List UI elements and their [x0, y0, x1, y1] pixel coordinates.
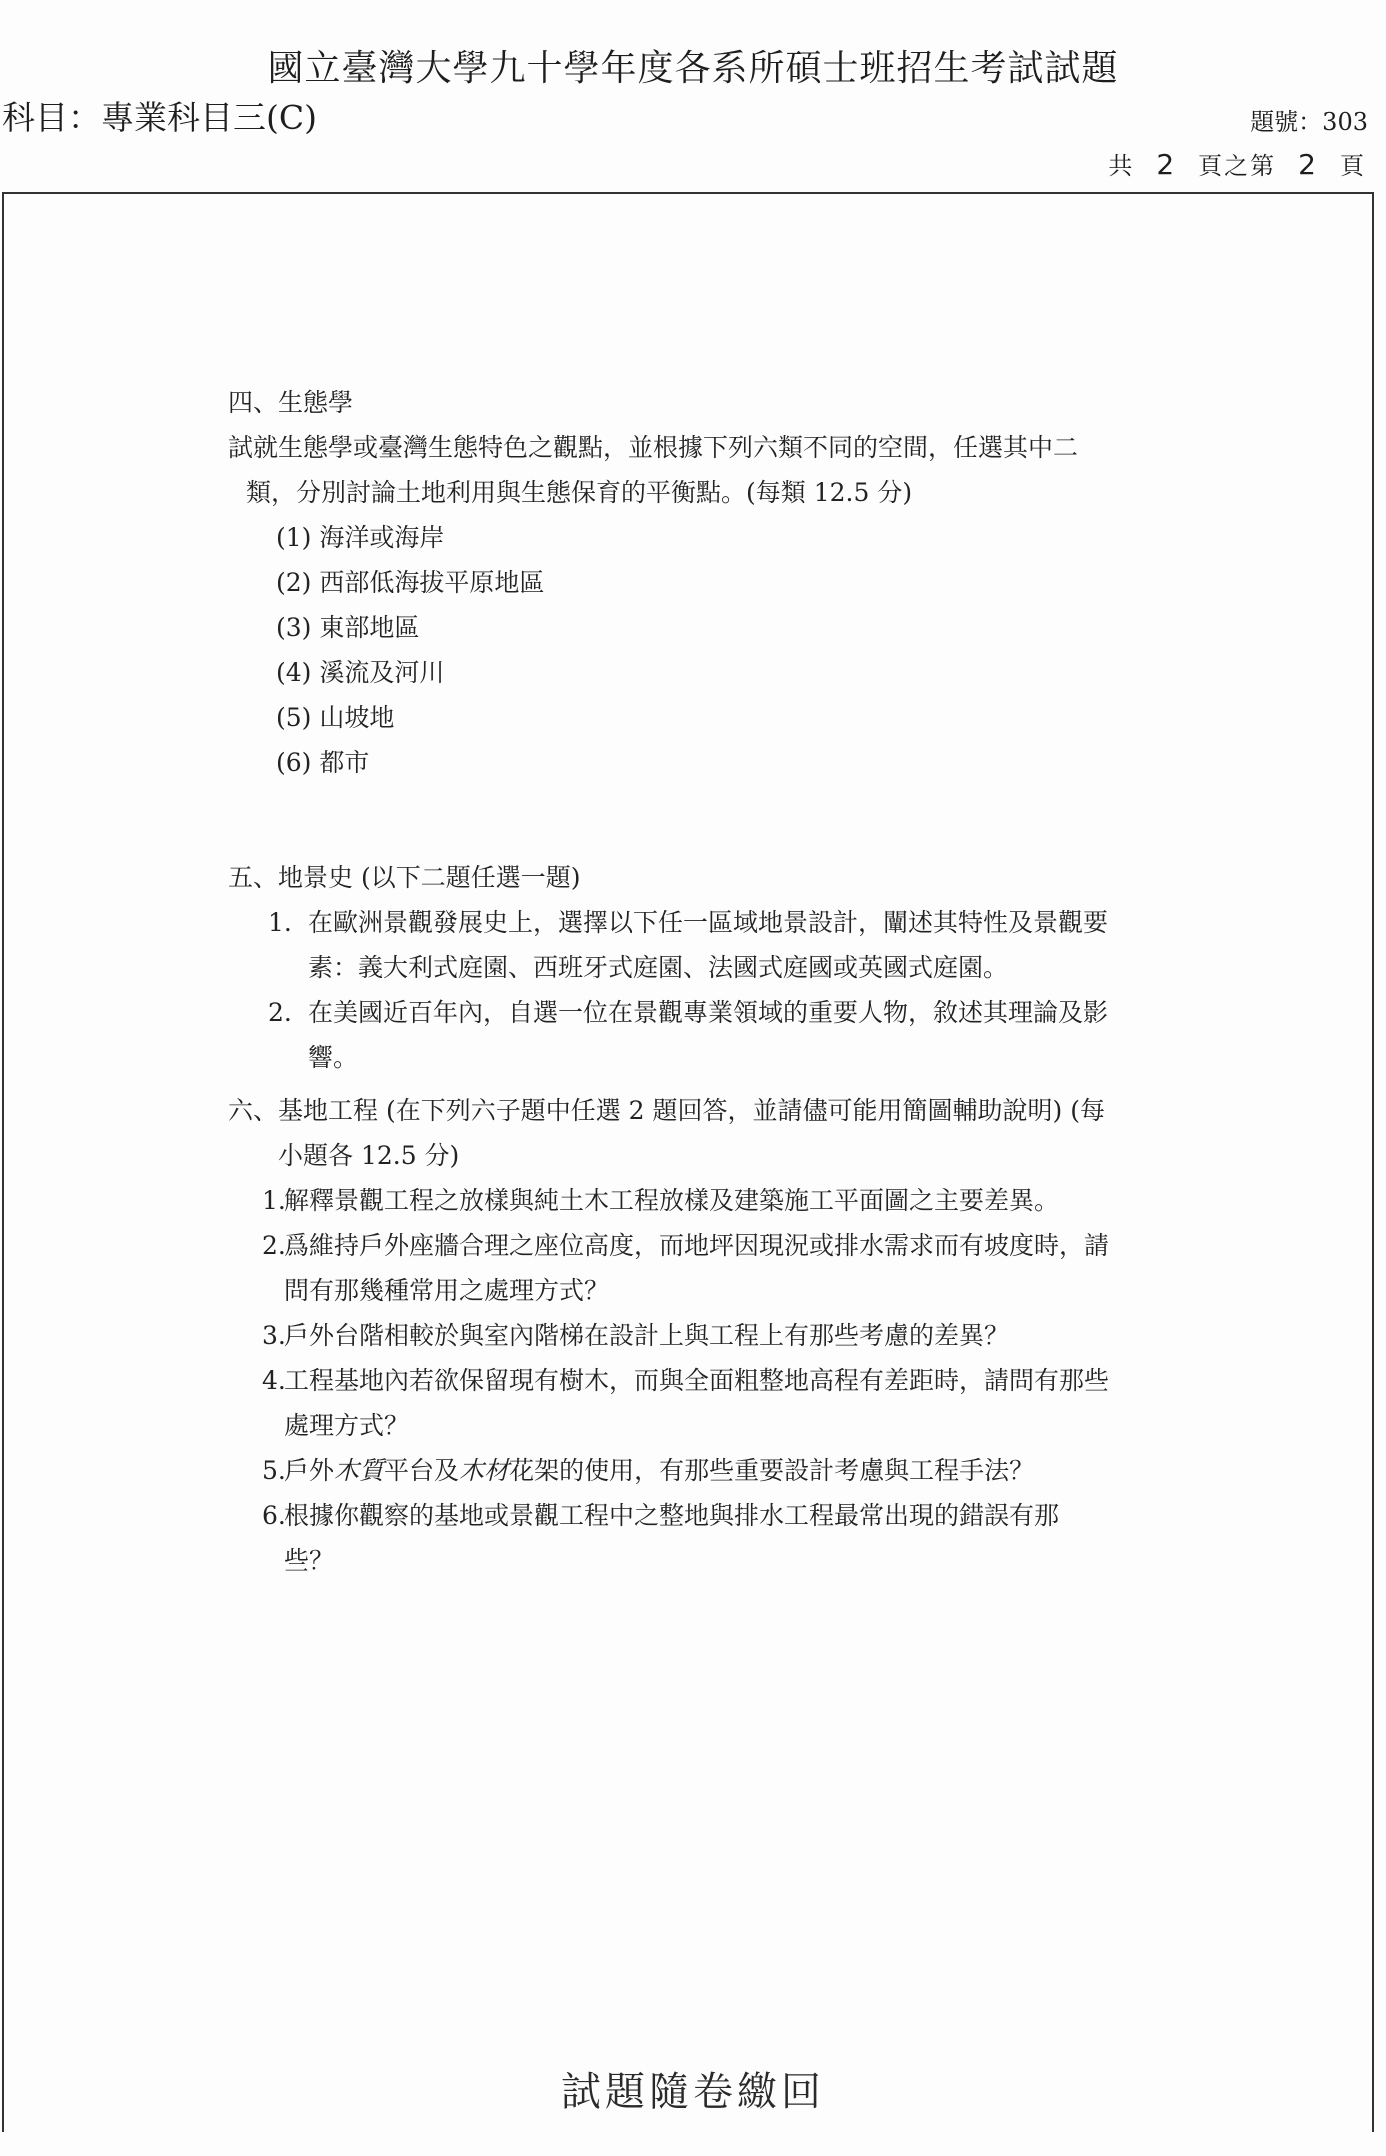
item-line2: 素：義大利式庭園、西班牙式庭園、法國式庭國或英國式庭園。	[308, 953, 1009, 982]
section-6-item	[228, 1313, 1168, 1358]
section-6-item	[228, 1448, 1168, 1493]
item-line1: 工程基地內若欲保留現有樹木，而與全面粗整地高程有差距時，請問有那些	[284, 1366, 1110, 1395]
page-current: 2	[1298, 148, 1318, 181]
item-line2: 響。	[308, 1043, 359, 1072]
section-6-title	[228, 1088, 1168, 1178]
item-number: 3.	[262, 1321, 286, 1350]
item5-part-c: 平台及	[384, 1456, 460, 1485]
section-5-item	[228, 900, 1168, 990]
item5-part-b: 木質	[334, 1456, 385, 1485]
item-line1: 戶外台階相較於與室內階梯在設計上與工程上有那些考慮的差異？	[284, 1321, 1010, 1350]
section-4-prompt	[228, 425, 1168, 515]
section-6-item	[228, 1358, 1168, 1448]
section-5-item	[228, 990, 1168, 1080]
exam-title: 國立臺灣大學九十學年度各系所碩士班招生考試試題	[267, 48, 1119, 89]
page-total: 2	[1156, 148, 1177, 181]
question-number: 題號：303	[1250, 108, 1368, 136]
section-6-title-line1: 六、基地工程 (在下列六子題中任選 2 題回答，並請儘可能用簡圖輔助說明) (每	[228, 1096, 1105, 1125]
page-mid: 頁之第	[1198, 152, 1277, 180]
item-line2: 問有那幾種常用之處理方式？	[284, 1276, 610, 1305]
item5-part-a: 戶外	[284, 1456, 335, 1485]
item-line1: 爲維持戶外座牆合理之座位高度，而地坪因現況或排水需求而有坡度時，請	[284, 1231, 1110, 1260]
section-4-prompt-line2: 類，分別討論土地利用與生態保育的平衡點。(每類 12.5 分)	[246, 478, 913, 507]
section-6-item	[228, 1493, 1168, 1583]
item-number: 4.	[262, 1366, 286, 1395]
item-line1: 在美國近百年內，自選一位在景觀專業領域的重要人物，敘述其理論及影	[308, 998, 1109, 1027]
item-line2: 處理方式？	[284, 1411, 410, 1440]
item-line1: 根據你觀察的基地或景觀工程中之整地與排水工程最常出現的錯誤有那	[284, 1501, 1060, 1530]
section-4-option: (2) 西部低海拔平原地區	[276, 568, 545, 597]
section-4-option: (6) 都市	[276, 748, 370, 777]
return-notice: 試題隨卷繳回	[561, 2069, 825, 2115]
page-suffix: 頁	[1340, 152, 1366, 180]
page-prefix: 共	[1108, 152, 1135, 180]
exam-content	[228, 380, 1168, 1583]
section-6-item	[228, 1178, 1168, 1223]
section-5-title: 五、地景史 (以下二題任選一題)	[228, 863, 581, 892]
item-number: 5.	[262, 1456, 286, 1485]
item-number: 1.	[268, 908, 292, 937]
page-count	[1108, 146, 1366, 181]
section-4-option: (5) 山坡地	[276, 703, 395, 732]
item-number: 1.	[262, 1186, 286, 1215]
section-4-title: 四、生態學	[228, 388, 354, 417]
item-number: 6.	[262, 1501, 286, 1530]
section-4-option: (1) 海洋或海岸	[276, 523, 445, 552]
section-4-prompt-line1: 試就生態學或臺灣生態特色之觀點，並根據下列六類不同的空間，任選其中二	[228, 433, 1079, 462]
section-6-title-line2: 小題各 12.5 分)	[278, 1141, 460, 1170]
item-line1: 在歐洲景觀發展史上，選擇以下任一區域地景設計，闡述其特性及景觀要	[308, 908, 1109, 937]
subject-label: 科目：專業科目三(C)	[2, 98, 317, 137]
section-4-option: (4) 溪流及河川	[276, 658, 445, 687]
item-line1: 解釋景觀工程之放樣與純土木工程放樣及建築施工平面圖之主要差異。	[284, 1186, 1060, 1215]
item5-part-d: 木材	[459, 1456, 510, 1485]
item-number: 2.	[268, 998, 292, 1027]
section-6-item	[228, 1223, 1168, 1313]
spacer	[228, 785, 1168, 855]
item-number: 2.	[262, 1231, 286, 1260]
item-line2: 些？	[284, 1546, 335, 1575]
item5-part-e: 花架的使用，有那些重要設計考慮與工程手法？	[509, 1456, 1035, 1485]
section-4-option: (3) 東部地區	[276, 613, 420, 642]
